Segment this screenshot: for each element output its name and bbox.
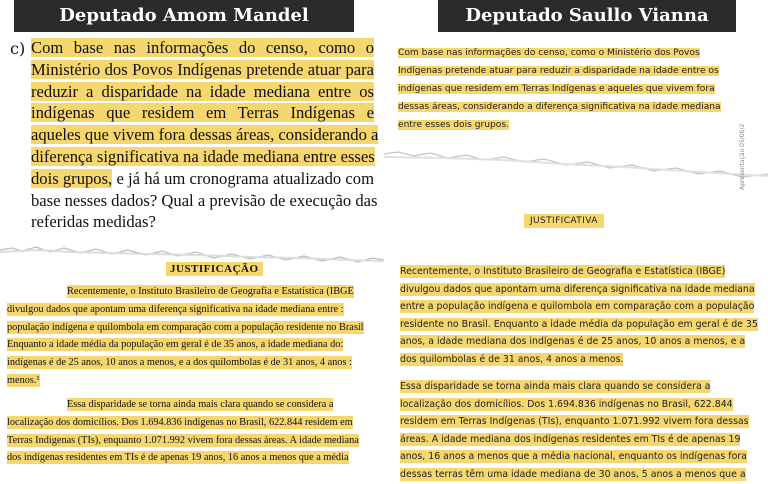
paragraph-line: divulgou dados que apontam uma diferença significativa na idade mediana entre : — [7, 303, 344, 315]
right-paragraph-1 — [400, 263, 758, 369]
paragraph-line: localização dos domicílios. Dos 1.694.836 indígenas no Brasil, 622.844 — [400, 398, 733, 410]
question-line: base nesses dados? Qual a previsão de execução das — [31, 190, 378, 210]
paragraph-line: menos.¹ — [7, 374, 40, 386]
paragraph-line: áreas. A idade mediana dos indígenas residentes em TIs é de apenas 19 — [400, 433, 741, 445]
paragraph-line: residente no Brasil. Enquanto a idade média da população em geral é de 35 — [400, 318, 758, 330]
question-line: dessas áreas, considerando a diferença significativa na idade mediana — [398, 102, 721, 112]
paragraph-line: residem em Terras Indígenas (TIs), enquanto 1.071.992 vivem fora dessas — [400, 416, 749, 428]
paragraph-line: divulgou dados que apontam uma diferença significativa na idade mediana — [400, 283, 755, 295]
left-question-text — [31, 37, 379, 233]
paragraph-line: indígenas é de 25 anos, 10 anos a menos, e a dos quilombolas é de 31 anos, 4 anos : — [7, 357, 352, 369]
side-stamp-text: Apresentação 05/06/2 — [739, 123, 746, 190]
paragraph-line: dos indígenas residentes em TIs é de apenas 19 anos, 16 anos a menos que a média — [7, 452, 349, 464]
paragraph-line: dessas terras têm uma idade mediana de 30 anos, 5 anos a menos que a — [400, 468, 746, 480]
paragraph-line: Enquanto a idade média da população em geral é de 35 anos, a idade mediana do: — [7, 339, 344, 351]
paragraph-line: entre a população indígena e quilombola em comparação com a população — [400, 301, 755, 313]
paragraph-line: Essa disparidade se torna ainda mais clara quando se considera a — [400, 381, 711, 392]
question-line: indígenas que residem em Terras Indígenas e — [31, 103, 374, 123]
question-line: referidas medidas? — [31, 212, 156, 232]
question-line-highlighted-part: dois grupos, — [31, 168, 113, 188]
right-paragraph-2 — [400, 378, 752, 484]
question-line: Ministério dos Povos Indígenas pretende atuar para — [31, 59, 374, 79]
paragraph-line: Terras Indígenas (TIs), enquanto 1.071.992 vivem fora dessas áreas. A idade mediana — [7, 434, 359, 446]
left-paragraph-2 — [7, 396, 377, 467]
right-question-text — [398, 44, 758, 134]
question-line: diferença significativa na idade mediana entre esses — [31, 146, 375, 166]
question-line: aqueles que vivem fora dessas áreas, considerando a — [31, 125, 379, 145]
paragraph-line: anos, a idade mediana dos indígenas é de 25 anos, 10 anos a menos, e a — [400, 336, 746, 348]
paragraph-line: Recentemente, o Instituto Brasileiro de Geografia e Estatística (IBGE) — [400, 266, 726, 277]
paragraph-line: Essa disparidade se torna ainda mais clara quando se considera a — [67, 399, 334, 410]
question-line: entre esses dois grupos. — [398, 120, 509, 130]
paragraph-line: população indígena e quilombola em comparação com a população residente no Brasil — [7, 321, 364, 333]
question-line: Com base nas informações do censo, como o — [31, 38, 374, 57]
paragraph-line: Recentemente, o Instituto Brasileiro de Geografia e Estatística (IBGE — [67, 286, 354, 297]
left-paragraph-1 — [7, 283, 377, 390]
left-justification-heading: JUSTIFICAÇÃO — [166, 262, 263, 276]
right-justification-heading: JUSTIFICATIVA — [524, 214, 604, 228]
right-document-panel — [384, 0, 768, 480]
left-panel-title: Deputado Amom Mandel — [14, 0, 354, 32]
question-line: reduzir a disparidade na idade mediana entre os — [31, 81, 374, 101]
paragraph-line: anos, 16 anos a menos que a média nacional, enquanto os indígenas fora — [400, 451, 747, 463]
paragraph-line: dos quilombolas é de 31 anos, 4 anos a menos. — [400, 353, 624, 365]
question-line-plain-part: e já há um cronograma atualizado com — [112, 168, 374, 188]
question-line: indígenas que residem em Terras Indígenas e aqueles que vivem fora — [398, 84, 715, 94]
torn-paper-edge — [384, 140, 768, 200]
question-item-letter: c) — [10, 39, 26, 58]
right-panel-title: Deputado Saullo Vianna — [438, 0, 736, 32]
question-line: Com base nas informações do censo, como o Ministério dos Povos — [398, 48, 700, 58]
left-document-panel — [0, 0, 384, 471]
question-line: Indígenas pretende atuar para reduzir a disparidade na idade entre os — [398, 66, 719, 76]
paragraph-line: localização dos domicílios. Dos 1.694.836 indígenas no Brasil, 622.844 residem em — [7, 416, 353, 428]
